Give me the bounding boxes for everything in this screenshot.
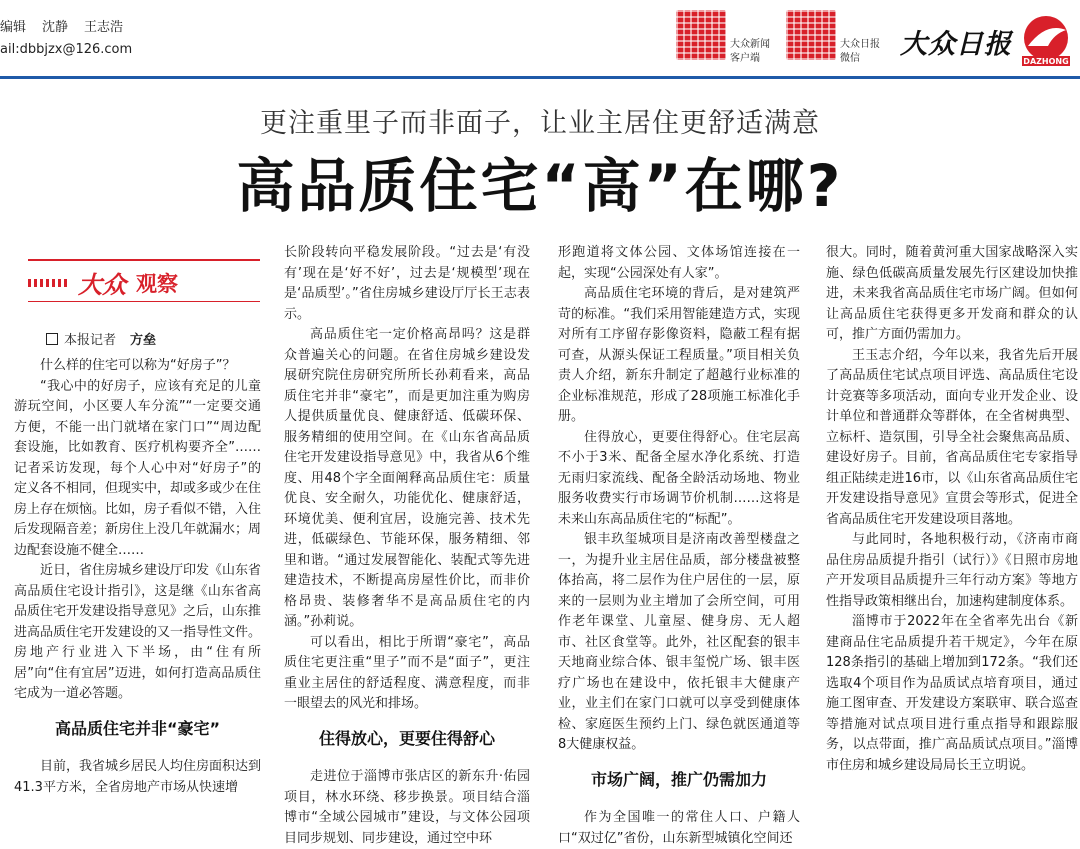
article-column-1 bbox=[14, 356, 261, 798]
section-heading: 市场广阔，推广仍需加力 bbox=[590, 769, 767, 789]
column-bottom-rule bbox=[28, 301, 260, 302]
article-column-4 bbox=[826, 243, 1078, 776]
article-paragraph: 银丰玖玺城项目是济南改善型楼盘之一，为提升业主居住品质，部分楼盘被整体抬高，将二层作为住户居住的一层，原来的一层则为业主增加了会所空间，可用作老年课堂、儿童屋、健身房、无人超市、社区食堂等。此外，社区配套的银丰天地商业综合体、银丰玺悦广场、银丰医疗广场也在建设中，依托银丰大健康产业，业主们在家门口就可以享受到健康体检、家庭医生预约上门、绿色就医通道等8大健康权益。 bbox=[558, 532, 800, 752]
qr-label-line: 大众新闻 bbox=[730, 39, 770, 50]
column-name: 观察 bbox=[136, 272, 178, 296]
qr-label-line: 客户端 bbox=[730, 53, 760, 64]
column-top-rule bbox=[28, 259, 260, 261]
article-paragraph: 长阶段转向平稳发展阶段。“过去是‘有没有’现在是‘好不好’，过去是‘规模型’现在是‘品质型’。”省住房城乡建设厅厅长王志表示。 bbox=[284, 245, 530, 322]
article-paragraph: 可以看出，相比于所谓“豪宅”，高品质住宅更注重“里子”而不是“面子”，更注重业主居住的舒适程度、满意程度，而非一眼望去的风光和排场。 bbox=[284, 634, 530, 711]
section-heading: 高品质住宅并非“豪宅” bbox=[54, 718, 221, 738]
article-paragraph: 淄博市于2022年在全省率先出台《新建商品住宅品质提升若干规定》，今年在原128条指引的基础上增加到172条。“我们还选取4个项目作为品质试点培育项目，通过施工图审查、开发建设方案联审、联合巡查等措施对试点项目进行重点指导和跟踪服务，以点带面，推广高品质试点项目。”淄博市住房和城乡建设局局长王立明说。 bbox=[826, 614, 1078, 773]
editors-line bbox=[0, 16, 139, 35]
qr-code-icon bbox=[676, 10, 726, 60]
article-paragraph: 与此同时，各地积极行动，《济南市商品住房品质提升指引（试行）》《日照市房地产开发项目品质提升三年行动方案》等地方性指导政策相继出台，加速构建制度体系。 bbox=[826, 532, 1078, 609]
newspaper-logo-icon bbox=[1018, 12, 1074, 68]
article-paragraph: 住得放心，更要住得舒心。住宅层高不小于3米、配备全屋水净化系统、打造无雨归家流线、配备全龄活动场地、物业服务收费实行市场调节价机制……这将是未来山东高品质住宅的“标配”。 bbox=[558, 429, 800, 527]
header-divider bbox=[0, 76, 1080, 79]
qr-code-icon bbox=[786, 10, 836, 60]
email-address: ail:dbbjzx@126.com bbox=[0, 42, 133, 57]
article-paragraph: 形跑道将文体公园、文体场馆连接在一起，实现“公园深处有人家”。 bbox=[558, 245, 800, 281]
article-column-2 bbox=[284, 243, 530, 849]
byline-author: 方垒 bbox=[130, 333, 157, 348]
newspaper-logo-text: 大众日报 bbox=[900, 29, 1012, 60]
headline-subtitle: 更注重里子而非面子，让业主居住更舒适满意 bbox=[260, 108, 820, 139]
headline-title: 高品质住宅“高”在哪? bbox=[236, 152, 844, 220]
qr-label bbox=[840, 38, 892, 66]
column-stripe bbox=[28, 279, 68, 287]
section-heading: 住得放心，更要住得舒心 bbox=[318, 728, 495, 748]
article-paragraph: 目前，我省城乡居民人均住房面积达到41.3平方米，全省房地产市场从快速增 bbox=[14, 759, 262, 795]
byline-box-icon bbox=[46, 333, 58, 345]
article-paragraph: 什么样的住宅可以称为“好房子”？ bbox=[40, 358, 236, 373]
article-paragraph: 高品质住宅环境的背后，是对建筑严苛的标准。“我们采用智能建造方式，实现对所有工序留存影像资料，隐蔽工程有据可查，从源头保证工程质量。”项目相关负责人介绍，新东升制定了超越行业标准的企业标准规范，形成了28项施工标准化手册。 bbox=[558, 286, 800, 424]
qr-label-line: 微信 bbox=[840, 53, 860, 64]
qr-label bbox=[730, 38, 782, 66]
byline-label: 本报记者 bbox=[64, 333, 117, 348]
column-brand: 大众 bbox=[78, 270, 126, 299]
qr-label-line: 大众日报 bbox=[840, 39, 880, 50]
logo-sub-text: DAZHONG bbox=[1023, 57, 1069, 66]
article-paragraph: 王玉志介绍，今年以来，我省先后开展了高品质住宅试点项目评选、高品质住宅设计竞赛等多项活动，面向专业开发企业、设计单位和普通群众等群体，在全省树典型、立标杆、造氛围，引导全社会聚焦高品质、建设好房子。目前，省高品质住宅专家指导组正陆续走进16市，以《山东省高品质住宅开发建设指导意见》宣贯会等形式，促进全省高品质住宅开发建设项目落地。 bbox=[826, 347, 1078, 527]
byline bbox=[46, 329, 156, 348]
article-paragraph: 近日，省住房城乡建设厅印发《山东省高品质住宅设计指引》，这是继《山东省高品质住宅开发建设指导意见》之后，山东推进高品质住宅开发建设的又一指导性文件。房地产行业进入下半场，由“住有所居”向“住有宜居”迈进，如何打造高品质住宅成为一道必答题。 bbox=[14, 563, 262, 701]
article-paragraph: 高品质住宅一定价格高昂吗？这是群众普遍关心的问题。在省住房城乡建设发展研究院住房研究所所长孙莉看来，高品质住宅并非“豪宅”，而是更加注重为购房人提供质量优良、健康舒适、低碳环保、服务精细的使用空间。在《山东省高品质住宅开发建设指导意见》中，我省从6个维度、用48个字全面阐释高品质住宅：质量优良、安全耐久，功能优化、健康舒适，环境优美、便利宜居，设施完善、技术先进，低碳绿色、节能环保，服务精细、邻里和谐。“通过发展智能化、装配式等先进建造技术，不断提高房屋性价比，而非价格昂贵、装修奢华不是高品质住宅的内涵。”孙莉说。 bbox=[284, 327, 530, 629]
article-paragraph: 作为全国唯一的常住人口、户籍人口“双过亿”省份，山东新型城镇化空间还 bbox=[558, 810, 800, 846]
editor-name: 王志浩 bbox=[84, 20, 124, 35]
article-paragraph: 走进位于淄博市张店区的新东升·佑园项目，林水环绕、移步换景。项目结合淄博市“全域公园城市”建设，与文体公园项目同步规划、同步建设，通过空中环 bbox=[284, 769, 530, 846]
article-paragraph: 很大。同时，随着黄河重大国家战略深入实施、绿色低碳高质量发展先行区建设加快推进，未来我省高品质住宅市场广阔。但如何让高品质住宅获得更多开发商和群众的认可，推广方面仍需加力。 bbox=[826, 245, 1078, 342]
column-feature-box bbox=[28, 259, 260, 303]
editor-label: 编辑 bbox=[0, 20, 27, 35]
article-column-3 bbox=[558, 243, 800, 849]
editor-name: 沈静 bbox=[42, 20, 69, 35]
article-paragraph: “我心中的好房子，应该有充足的儿童游玩空间，小区要人车分流”“一定要交通方便，不能一出门就堵在家门口”“周边配套设施，比如教育、医疗机构要齐全”……记者采访发现，每个人心中对“好房子”的定义各不相同，但现实中，却或多或少在住房上存在烦恼。比如，房子看似不错，入住后发现隔音差；新房住上没几年就漏水；周边配套设施不健全…… bbox=[14, 378, 262, 558]
